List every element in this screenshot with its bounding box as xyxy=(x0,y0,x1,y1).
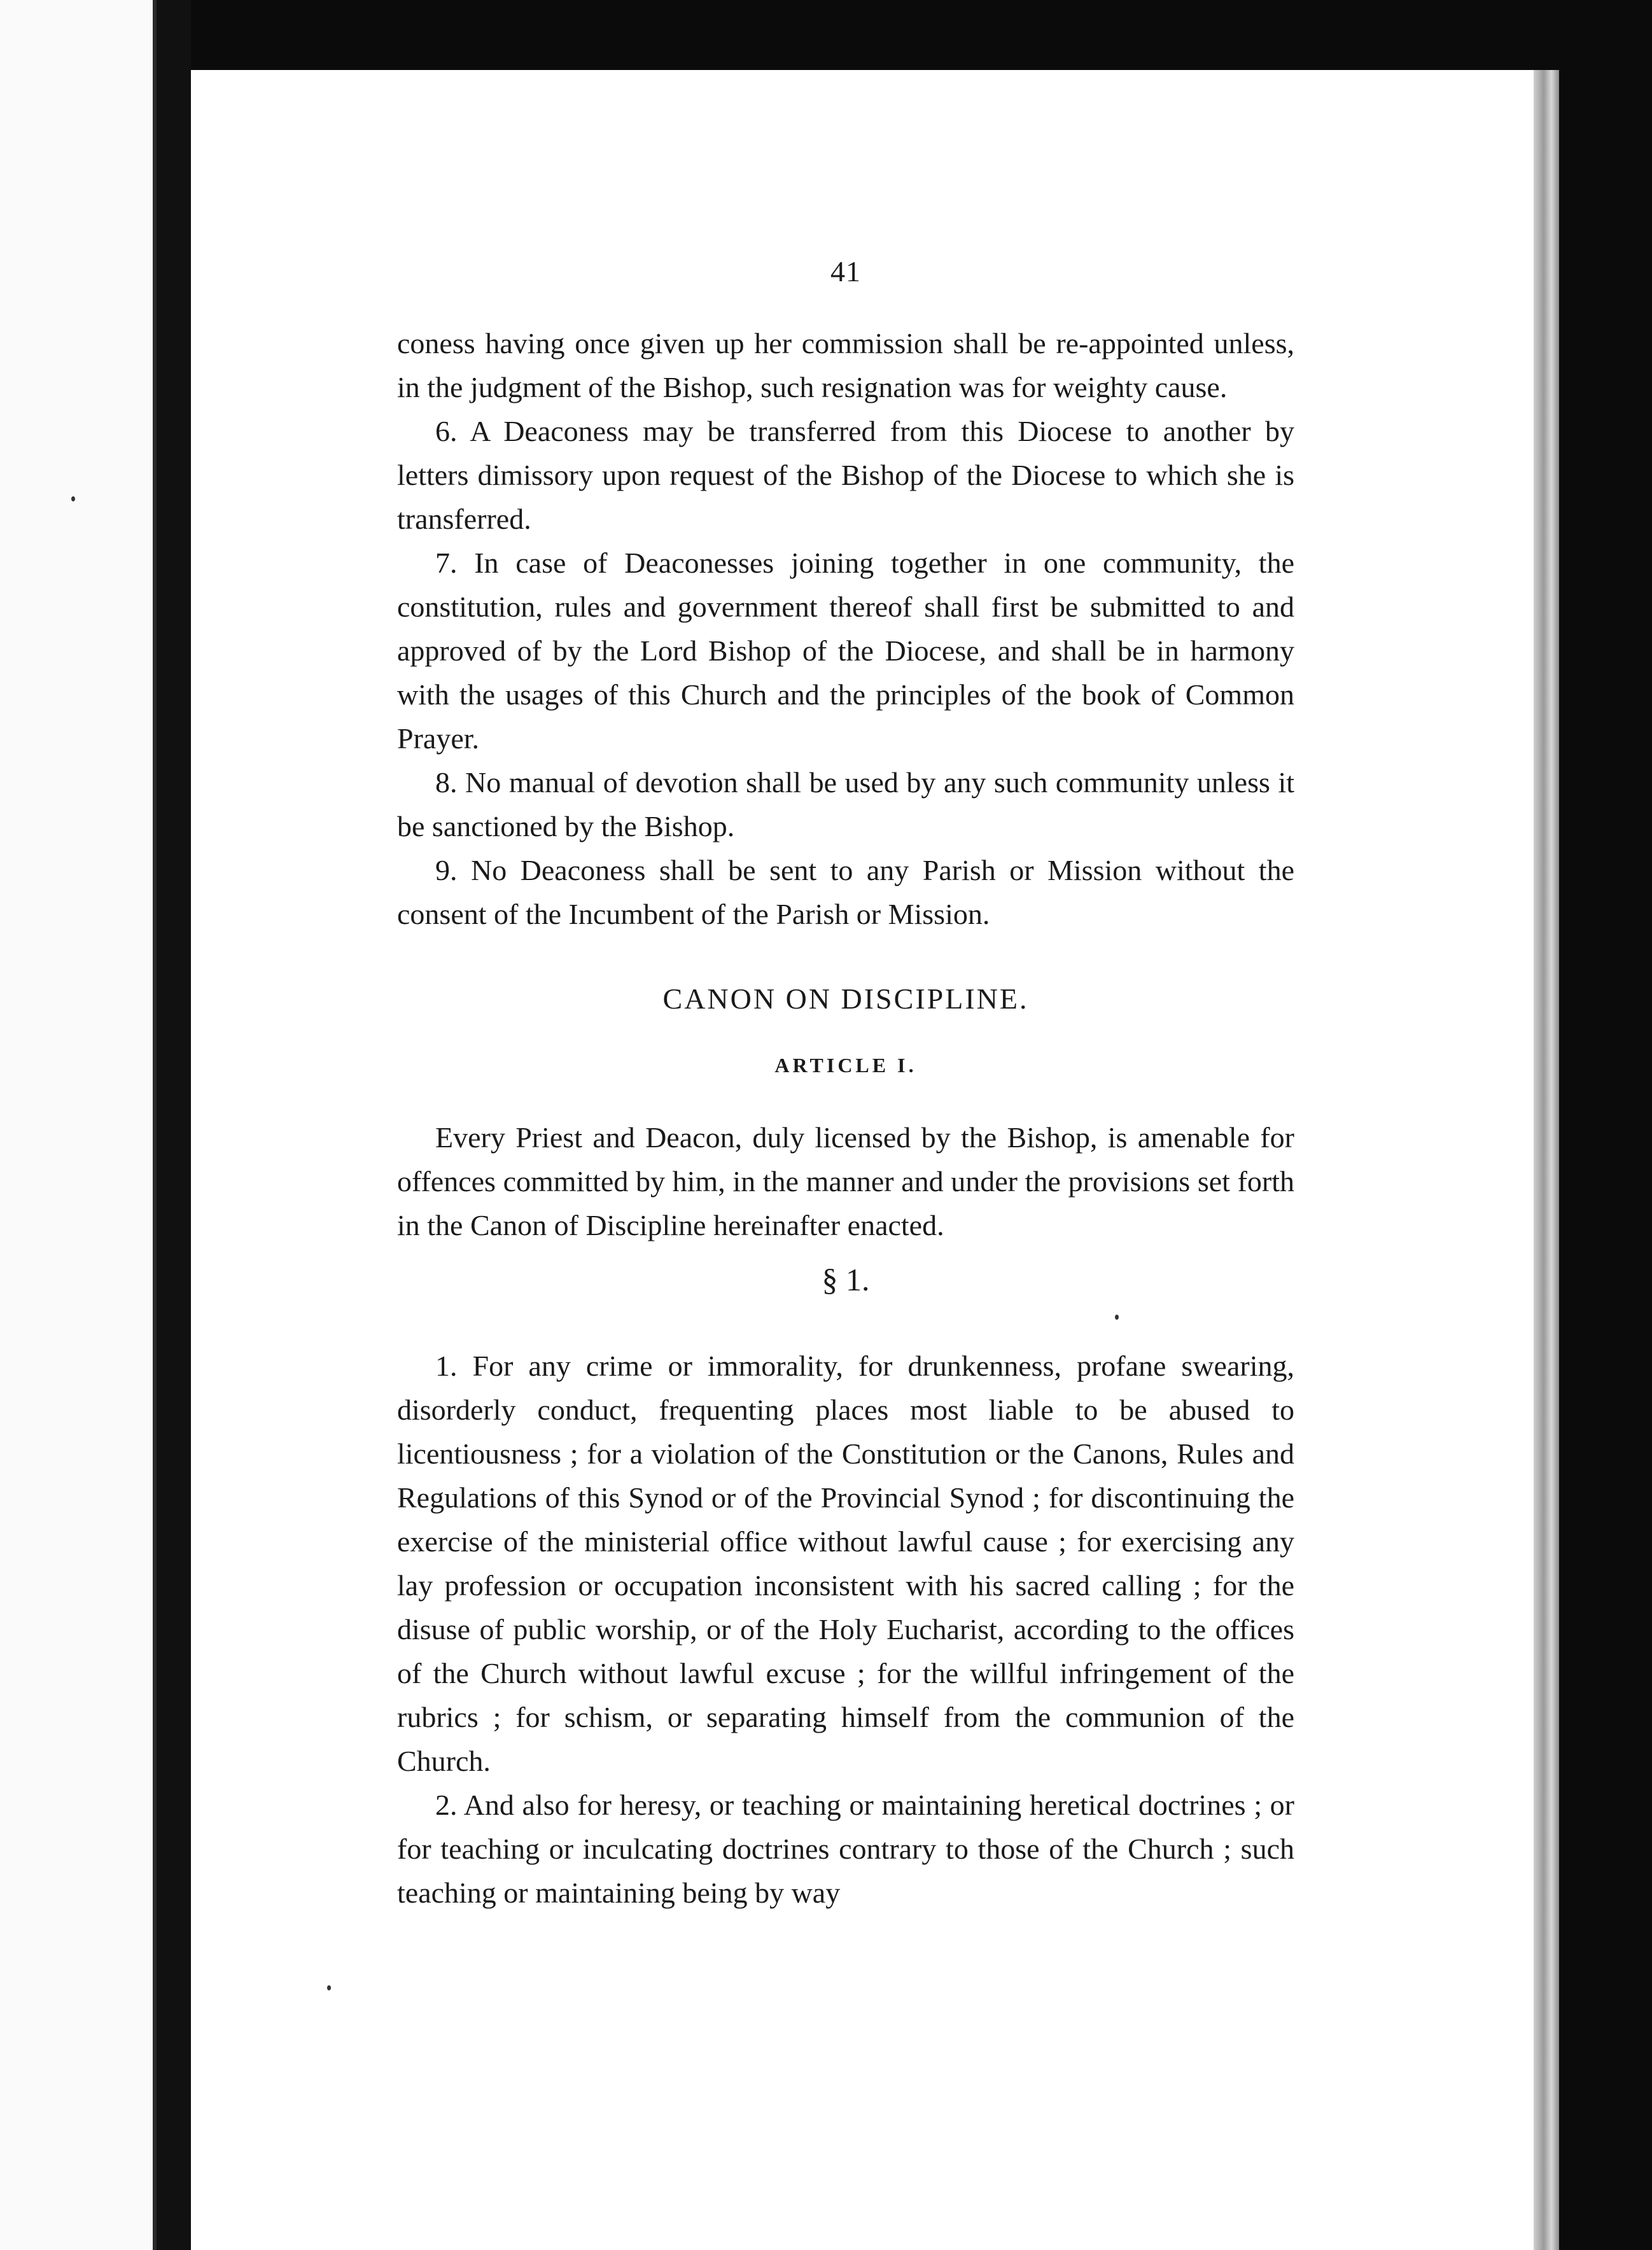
scan-speck xyxy=(327,1985,331,1990)
page-stack-edge xyxy=(1534,70,1559,2250)
paragraph-item-6: 6. A Deaconess may be transferred from this Diocese to another by letters dimissory upon request of the Bishop of the Diocese to which she is transferred. xyxy=(397,415,1294,535)
section-paragraph-1: 1. For any crime or immorality, for drunkenness, profane swearing, disorderly conduct, frequenting places most liable to be abused to licentiousness ; for a violation of the Constitution or the Canons, Rules and Regulations of this Synod or of the Provincial Synod ; for discontinuing the exercise of the ministerial office without lawful cause ; for exercising any lay profession or occupation inconsistent with his sacred calling ; for the disuse of public worship, or of the Holy Eucharist, according to the offices of the Church without lawful excuse ; for the willful infringement of the rubrics ; for schism, or separating himself from the communion of the Church. xyxy=(397,1350,1294,1777)
page-number: 41 xyxy=(830,255,861,288)
paragraph-continuation: coness having once given up her commission shall be re-appointed unless, in the judgment of the Bishop, such resignation was for weighty cause. xyxy=(397,327,1294,403)
book-gutter xyxy=(157,0,191,2250)
scan-speck xyxy=(71,496,75,501)
document-text xyxy=(397,255,1294,1915)
section-paragraph-2: 2. And also for heresy, or teaching or maintaining heretical doctrines ; or for teaching or inculcating doctrines contrary to those of the Church ; such teaching or maintaining being by way xyxy=(397,1789,1294,1909)
paragraph-item-7: 7. In case of Deaconesses joining together in one community, the constitution, rules and government thereof shall first be submitted to and approved of by the Lord Bishop of the Diocese, and shall be in harmony with the usages of this Church and the principles of the book of Common Prayer. xyxy=(397,547,1294,755)
scan-right-border xyxy=(1559,0,1652,2250)
section-heading: § 1. xyxy=(822,1262,870,1297)
facing-page-edge xyxy=(0,0,157,2250)
article-heading: ARTICLE I. xyxy=(774,1054,917,1077)
paragraph-item-8: 8. No manual of devotion shall be used by any such community unless it be sanctioned by the Bishop. xyxy=(397,766,1294,842)
scan-top-border xyxy=(191,0,1559,70)
canon-heading: CANON ON DISCIPLINE. xyxy=(662,982,1029,1015)
article-paragraph: Every Priest and Deacon, duly licensed by the Bishop, is amenable for offences committed by him, in the manner and under the provisions set forth in the Canon of Discipline hereinafter enacted. xyxy=(397,1121,1294,1241)
paragraph-item-9: 9. No Deaconess shall be sent to any Parish or Mission without the consent of the Incumbent of the Parish or Mission. xyxy=(397,854,1294,930)
